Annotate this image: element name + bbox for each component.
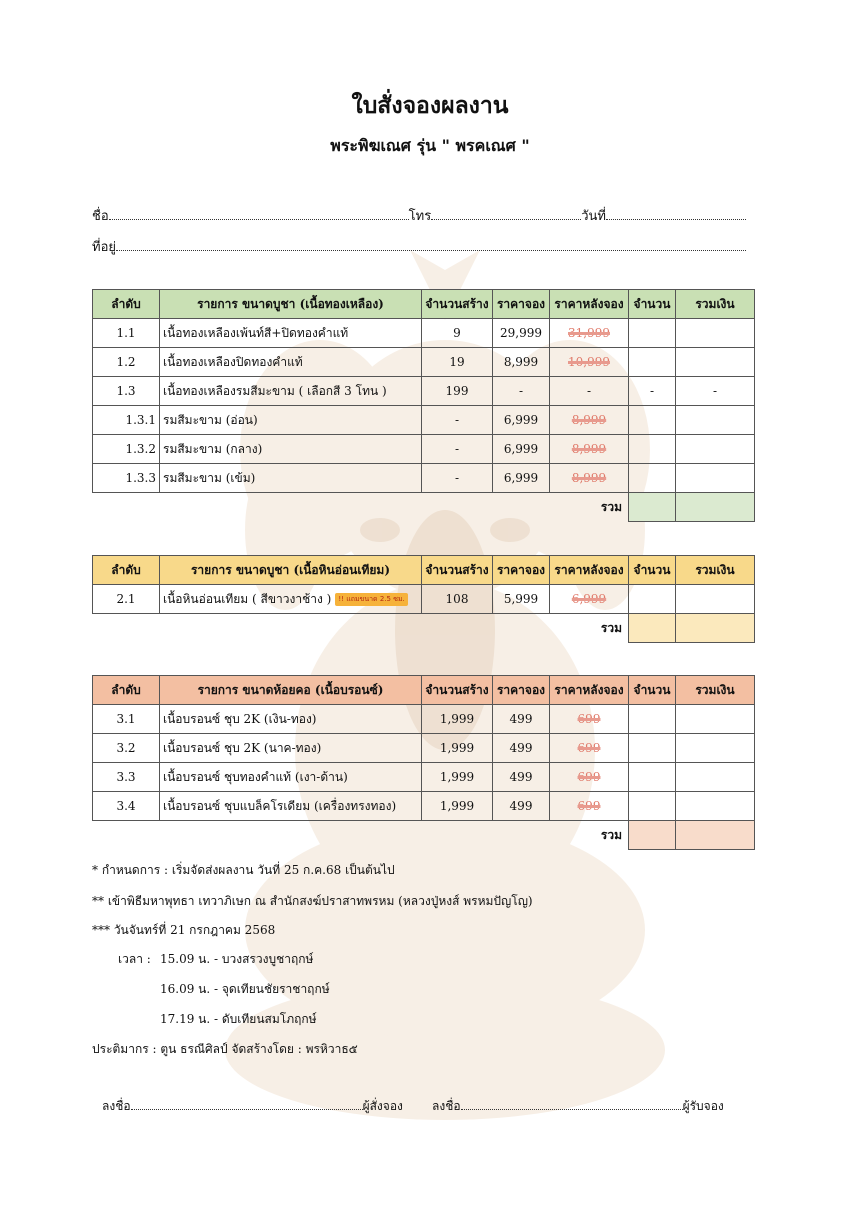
total-field[interactable] bbox=[676, 464, 755, 493]
row-qty: 1,999 bbox=[422, 792, 493, 821]
time-item: 17.19 น. - ดับเทียนสมโภฤกษ์ bbox=[160, 1012, 317, 1026]
sum-count-field[interactable] bbox=[629, 821, 676, 850]
name-label: ชื่อ bbox=[92, 209, 109, 224]
receiver-signature-line[interactable] bbox=[432, 1097, 724, 1116]
row-qty: 108 bbox=[422, 585, 493, 614]
row-no: 1.3 bbox=[93, 377, 160, 406]
row-after bbox=[550, 763, 629, 792]
struck-price: 8,999 bbox=[571, 442, 607, 456]
row-after bbox=[550, 348, 629, 377]
row-price: 499 bbox=[493, 763, 550, 792]
struck-price: 699 bbox=[577, 712, 601, 726]
header-count: จำนวน bbox=[629, 290, 676, 319]
ceremony-note: ** เข้าพิธีมหาพุทธา เทวาภิเษก ณ สำนักสงฆ์ปราสาทพรหม (หลวงปู่หงส์ พรหมปัญโญ) bbox=[92, 894, 533, 908]
table-row bbox=[93, 319, 755, 348]
struck-price: 31,999 bbox=[568, 326, 610, 340]
row-price: 6,999 bbox=[493, 406, 550, 435]
count-field[interactable] bbox=[629, 406, 676, 435]
count-field[interactable] bbox=[629, 319, 676, 348]
struck-price: 10,999 bbox=[568, 355, 610, 369]
row-qty: - bbox=[422, 406, 493, 435]
orderer-signature-line[interactable] bbox=[102, 1097, 403, 1116]
time-label: เวลา : bbox=[118, 952, 151, 966]
header-price: ราคาจอง bbox=[493, 290, 550, 319]
row-qty: 1,999 bbox=[422, 734, 493, 763]
row-after bbox=[550, 435, 629, 464]
row-after bbox=[550, 406, 629, 435]
total-field[interactable] bbox=[676, 319, 755, 348]
row-after bbox=[550, 734, 629, 763]
struck-price: 699 bbox=[577, 741, 601, 755]
row-item-text: เนื้อหินอ่อนเทียม ( สีขาวงาช้าง ) bbox=[163, 591, 332, 606]
row-no: 1.3.2 bbox=[93, 435, 160, 464]
count-field[interactable] bbox=[629, 464, 676, 493]
row-after bbox=[550, 792, 629, 821]
table-row bbox=[93, 763, 755, 792]
count-field[interactable] bbox=[629, 734, 676, 763]
table-row bbox=[93, 377, 755, 406]
row-item bbox=[160, 585, 422, 614]
sum-label: รวม bbox=[600, 827, 622, 842]
count-field[interactable] bbox=[629, 585, 676, 614]
credits-note: ประติมากร : ตูน ธรณีศิลป์ จัดสร้างโดย : พรหิวาธ๕ bbox=[92, 1042, 358, 1056]
header-qty: จำนวนสร้าง bbox=[422, 556, 493, 585]
row-no: 3.1 bbox=[93, 705, 160, 734]
header-no: ลำดับ bbox=[93, 676, 160, 705]
header-item: รายการ ขนาดบูชา (เนื้อทองเหลือง) bbox=[160, 290, 422, 319]
header-item: รายการ ขนาดห้อยคอ (เนื้อบรอนซ์) bbox=[160, 676, 422, 705]
row-no: 1.3.1 bbox=[93, 406, 160, 435]
header-item: รายการ ขนาดบูชา (เนื้อหินอ่อนเทียม) bbox=[160, 556, 422, 585]
row-price: 6,999 bbox=[493, 435, 550, 464]
bonus-badge: !! แถมขนาด 2.5 ซม. bbox=[335, 593, 407, 606]
brass-order-table bbox=[92, 289, 755, 522]
total-field[interactable] bbox=[676, 348, 755, 377]
struck-price: 6,999 bbox=[571, 592, 607, 606]
table-header bbox=[93, 556, 755, 585]
row-after bbox=[550, 464, 629, 493]
header-no: ลำดับ bbox=[93, 556, 160, 585]
table-header bbox=[93, 676, 755, 705]
bronze-order-table bbox=[92, 675, 755, 850]
row-after bbox=[550, 585, 629, 614]
table-row bbox=[93, 406, 755, 435]
row-price: 6,999 bbox=[493, 464, 550, 493]
sum-total-field[interactable] bbox=[676, 821, 755, 850]
sum-total-field[interactable] bbox=[676, 614, 755, 643]
header-count: จำนวน bbox=[629, 556, 676, 585]
header-after: ราคาหลังจอง bbox=[550, 290, 629, 319]
row-item: รมสีมะขาม (อ่อน) bbox=[160, 406, 422, 435]
ceremony-date-note: *** วันจันทร์ที่ 21 กรกฎาคม 2568 bbox=[92, 923, 276, 937]
row-after bbox=[550, 705, 629, 734]
marble-order-table bbox=[92, 555, 755, 643]
row-qty: - bbox=[422, 435, 493, 464]
row-item: เนื้อบรอนซ์ ชุบทองคำแท้ (เงา-ด้าน) bbox=[160, 763, 422, 792]
count-field[interactable] bbox=[629, 792, 676, 821]
schedule-note: * กำหนดการ : เริ่มจัดส่งผลงาน วันที่ 25 ก.ค.68 เป็นต้นไป bbox=[92, 863, 395, 877]
header-after: ราคาหลังจอง bbox=[550, 556, 629, 585]
sum-row bbox=[93, 614, 755, 643]
count-field[interactable] bbox=[629, 763, 676, 792]
orderer-label: ผู้สั่งจอง bbox=[362, 1099, 403, 1113]
total-field[interactable] bbox=[676, 585, 755, 614]
header-total: รวมเงิน bbox=[676, 290, 755, 319]
receiver-label: ผู้รับจอง bbox=[682, 1099, 724, 1113]
table-header bbox=[93, 290, 755, 319]
document-subtitle: พระพิฆเณศ รุ่น " พรคเณศ " bbox=[330, 136, 530, 155]
row-qty: 9 bbox=[422, 319, 493, 348]
struck-price: 8,999 bbox=[571, 471, 607, 485]
row-item: รมสีมะขาม (กลาง) bbox=[160, 435, 422, 464]
table-row bbox=[93, 734, 755, 763]
row-price: 8,999 bbox=[493, 348, 550, 377]
sign-label: ลงชื่อ bbox=[102, 1099, 131, 1113]
total-field[interactable] bbox=[676, 763, 755, 792]
row-item: รมสีมะขาม (เข้ม) bbox=[160, 464, 422, 493]
address-line[interactable] bbox=[92, 236, 752, 257]
sum-count-field[interactable] bbox=[629, 614, 676, 643]
name-line[interactable] bbox=[92, 205, 752, 226]
count-field[interactable] bbox=[629, 705, 676, 734]
struck-price: 699 bbox=[577, 770, 601, 784]
count-field[interactable] bbox=[629, 435, 676, 464]
row-price: - bbox=[493, 377, 550, 406]
header-total: รวมเงิน bbox=[676, 556, 755, 585]
total-field[interactable] bbox=[676, 406, 755, 435]
sign-label: ลงชื่อ bbox=[432, 1099, 461, 1113]
total-field: - bbox=[676, 377, 755, 406]
document-title: ใบสั่งจองผลงาน bbox=[351, 92, 509, 119]
header-total: รวมเงิน bbox=[676, 676, 755, 705]
row-qty: 1,999 bbox=[422, 705, 493, 734]
row-item: เนื้อทองเหลืองปิดทองคำแท้ bbox=[160, 348, 422, 377]
row-no: 2.1 bbox=[93, 585, 160, 614]
sum-total-field[interactable] bbox=[676, 493, 755, 522]
total-field[interactable] bbox=[676, 792, 755, 821]
table-row bbox=[93, 585, 755, 614]
row-after: - bbox=[550, 377, 629, 406]
time-item: 16.09 น. - จุดเทียนชัยราชาฤกษ์ bbox=[160, 982, 330, 996]
phone-label: โทร bbox=[408, 209, 432, 224]
struck-price: 699 bbox=[577, 799, 601, 813]
count-field: - bbox=[629, 377, 676, 406]
row-item: เนื้อทองเหลืองเพ้นท์สี+ปิดทองคำแท้ bbox=[160, 319, 422, 348]
header-qty: จำนวนสร้าง bbox=[422, 676, 493, 705]
sum-row bbox=[93, 821, 755, 850]
time-item: 15.09 น. - บวงสรวงบูชาฤกษ์ bbox=[160, 952, 314, 966]
row-item: เนื้อบรอนซ์ ชุบแบล็คโรเดียม (เครื่องทรงทอง) bbox=[160, 792, 422, 821]
row-price: 499 bbox=[493, 734, 550, 763]
table-row bbox=[93, 435, 755, 464]
header-no: ลำดับ bbox=[93, 290, 160, 319]
struck-price: 8,999 bbox=[571, 413, 607, 427]
header-price: ราคาจอง bbox=[493, 556, 550, 585]
row-price: 5,999 bbox=[493, 585, 550, 614]
header-count: จำนวน bbox=[629, 676, 676, 705]
row-no: 3.4 bbox=[93, 792, 160, 821]
total-field[interactable] bbox=[676, 734, 755, 763]
row-price: 499 bbox=[493, 705, 550, 734]
row-qty: 199 bbox=[422, 377, 493, 406]
row-no: 1.1 bbox=[93, 319, 160, 348]
count-field[interactable] bbox=[629, 348, 676, 377]
table-row bbox=[93, 705, 755, 734]
row-no: 3.3 bbox=[93, 763, 160, 792]
row-item: เนื้อทองเหลืองรมสีมะขาม ( เลือกสี 3 โทน ) bbox=[160, 377, 422, 406]
row-price: 29,999 bbox=[493, 319, 550, 348]
sum-label: รวม bbox=[600, 620, 622, 635]
total-field[interactable] bbox=[676, 435, 755, 464]
row-no: 1.3.3 bbox=[93, 464, 160, 493]
sum-row bbox=[93, 493, 755, 522]
table-row bbox=[93, 464, 755, 493]
table-row bbox=[93, 348, 755, 377]
sum-label: รวม bbox=[600, 499, 622, 514]
date-label: วันที่ bbox=[581, 209, 606, 224]
header-qty: จำนวนสร้าง bbox=[422, 290, 493, 319]
header-price: ราคาจอง bbox=[493, 676, 550, 705]
row-no: 3.2 bbox=[93, 734, 160, 763]
row-item: เนื้อบรอนซ์ ชุบ 2K (เงิน-ทอง) bbox=[160, 705, 422, 734]
header-after: ราคาหลังจอง bbox=[550, 676, 629, 705]
row-price: 499 bbox=[493, 792, 550, 821]
row-qty: 1,999 bbox=[422, 763, 493, 792]
sum-count-field[interactable] bbox=[629, 493, 676, 522]
table-row bbox=[93, 792, 755, 821]
total-field[interactable] bbox=[676, 705, 755, 734]
row-item: เนื้อบรอนซ์ ชุบ 2K (นาค-ทอง) bbox=[160, 734, 422, 763]
row-qty: 19 bbox=[422, 348, 493, 377]
row-no: 1.2 bbox=[93, 348, 160, 377]
row-after bbox=[550, 319, 629, 348]
address-label: ที่อยู่ bbox=[92, 240, 116, 255]
row-qty: - bbox=[422, 464, 493, 493]
